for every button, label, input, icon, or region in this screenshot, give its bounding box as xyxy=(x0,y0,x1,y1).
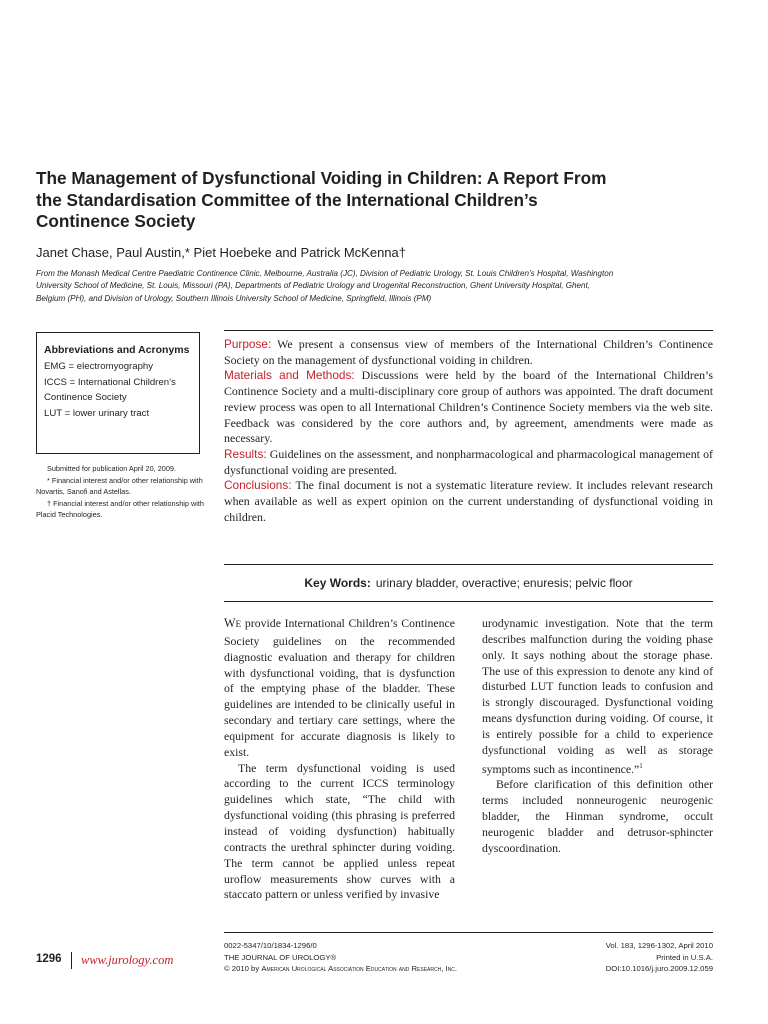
abstract-text: The final document is not a systematic literature review. It includes relevant research when available as well as expert opinion on the current understanding of dysfunctional voiding in children. xyxy=(224,478,713,524)
page-number: 1296 xyxy=(36,953,62,965)
body-paragraph xyxy=(224,616,455,761)
abbreviation-item: LUT = lower urinary tract xyxy=(44,408,150,419)
submission-note: Submitted for publication April 20, 2009. xyxy=(47,464,176,473)
drop-cap-rest: E xyxy=(235,620,242,630)
abbreviation-item: EMG = electromyography xyxy=(44,360,154,372)
body-text: The term dysfunctional voiding is used according to the current ICCS terminology guidelines which state, “The child with dysfunctional voiding (this phrasing is preferred instead of voiding dysfunction) habitually contracts the urethral sphincter during voiding. The term cannot be applied unless repeat uroflow measurements show curves with a staccato pattern or unless verified by invasive xyxy=(224,760,455,902)
copyright-org: American Urological Association Education and Research, Inc. xyxy=(261,964,457,973)
body-text: urodynamic investigation. Note that the term describes malfunction during the voiding phase only. It says nothing about the storage phase. The use of this expression to denote any kind of disturbed LUT function leads to confusion and is strongly discouraged. Dysfunctional voiding means dysfunction during voiding. Of course, it is entirely possible for a child to experience dysfunctional voiding as well as storage symptoms such as incontinence.” xyxy=(482,616,713,776)
abstract-label: Purpose: xyxy=(224,337,272,351)
article-title: The Management of Dysfunctional Voiding in Children: A Report From the Standardisation Committee of the International Children’s Continence Society xyxy=(36,168,607,231)
footer-publication-info xyxy=(224,940,457,975)
copyright: © 2010 by American Urological Association Education and Research, Inc. xyxy=(224,964,457,973)
body-paragraph-continued xyxy=(482,616,713,777)
body-text: Before clarification of this definition other terms included nonneurogenic neurogenic bladder, the Hinman syndrome, occult neurogenic bladder and detrusor-sphincter dyscoordination. xyxy=(482,777,713,855)
abbreviations-heading: Abbreviations and Acronyms xyxy=(44,344,190,356)
footer-citation-info xyxy=(500,940,713,975)
journal-name: THE JOURNAL OF UROLOGY® xyxy=(224,952,337,962)
journal-website-link[interactable]: www.jurology.com xyxy=(81,953,174,967)
financial-disclosure-note: † Financial interest and/or other relationship with Placid Technologies. xyxy=(36,498,204,519)
abstract-label: Materials and Methods: xyxy=(224,368,355,383)
body-paragraph xyxy=(224,761,455,904)
page-number-separator xyxy=(71,952,72,969)
author-list: Janet Chase, Paul Austin,* Piet Hoebeke and Patrick McKenna† xyxy=(36,245,406,260)
abstract-methods xyxy=(224,368,713,447)
author-affiliation: From the Monash Medical Centre Paediatric Continence Clinic, Melbourne, Australia (JC), Division of Pediatric Urology, St. Louis Children’s Hospital, Washington University School of Medicine, St. Louis, Missouri (PA), Departments of Pediatric Urology and Urogenital Reconstruction, Ghent University Hospital, Ghent, Belgium (PH), and Division of Urology, Southern Illinois University School of Medicine, Springfield, Illinois (PM) xyxy=(36,269,614,303)
doi: DOI:10.1016/j.juro.2009.12.059 xyxy=(605,964,713,973)
citation-ref[interactable]: 1 xyxy=(639,761,643,770)
abstract xyxy=(224,330,713,525)
body-text: provide International Children’s Continence Society guidelines on the recommended diagnostic evaluation and therapy for children with dysfunctional voiding, that is dysfunction of the emptying phase of the bladder. These guidelines are intended to be clinically useful in secondary and tertiary care settings, where the equipment for accurate diagnosis is likely to exist. xyxy=(224,616,455,759)
printed-in: Printed in U.S.A. xyxy=(656,952,713,962)
abstract-purpose xyxy=(224,337,713,368)
abbreviations-box xyxy=(36,332,200,454)
abstract-text: Discussions were held by the board of the International Children’s Continence Society and a multi-disciplinary core group of authors was appointed. The draft document review process was open to all International Children’s Continence Society members via the web site. Feedback was considered by the core authors and, by agreement, amendments were made as necessary. xyxy=(224,368,713,446)
body-column-right xyxy=(482,616,713,857)
abstract-label: Conclusions: xyxy=(224,478,292,493)
volume-info: Vol. 183, 1296-1302, April 2010 xyxy=(605,941,713,950)
issn: 0022-5347/10/1834-1296/0 xyxy=(224,941,317,950)
body-column-left xyxy=(224,616,455,903)
financial-disclosure-note: * Financial interest and/or other relationship with Novartis, Sanofi and Astellas. xyxy=(36,475,203,496)
keywords-text: urinary bladder, overactive; enuresis; pelvic floor xyxy=(375,576,633,590)
footnotes xyxy=(36,463,206,521)
keywords-label: Key Words: xyxy=(304,576,371,590)
body-paragraph xyxy=(482,777,713,856)
keywords-bar xyxy=(224,564,713,602)
footer-divider xyxy=(224,932,713,933)
abstract-text: We present a consensus view of members of the International Children’s Continence Society on the management of dysfunctional voiding in children. xyxy=(224,337,713,367)
abbreviation-item: ICCS = International Children’s Continence Society xyxy=(44,377,176,403)
abstract-text: Guidelines on the assessment, and nonpharmacological and pharmacological management of dysfunctional voiding are presented. xyxy=(224,446,713,477)
abstract-results xyxy=(224,447,713,478)
abstract-label: Results: xyxy=(224,446,267,461)
drop-cap: W xyxy=(224,616,236,630)
abstract-conclusions xyxy=(224,478,713,525)
